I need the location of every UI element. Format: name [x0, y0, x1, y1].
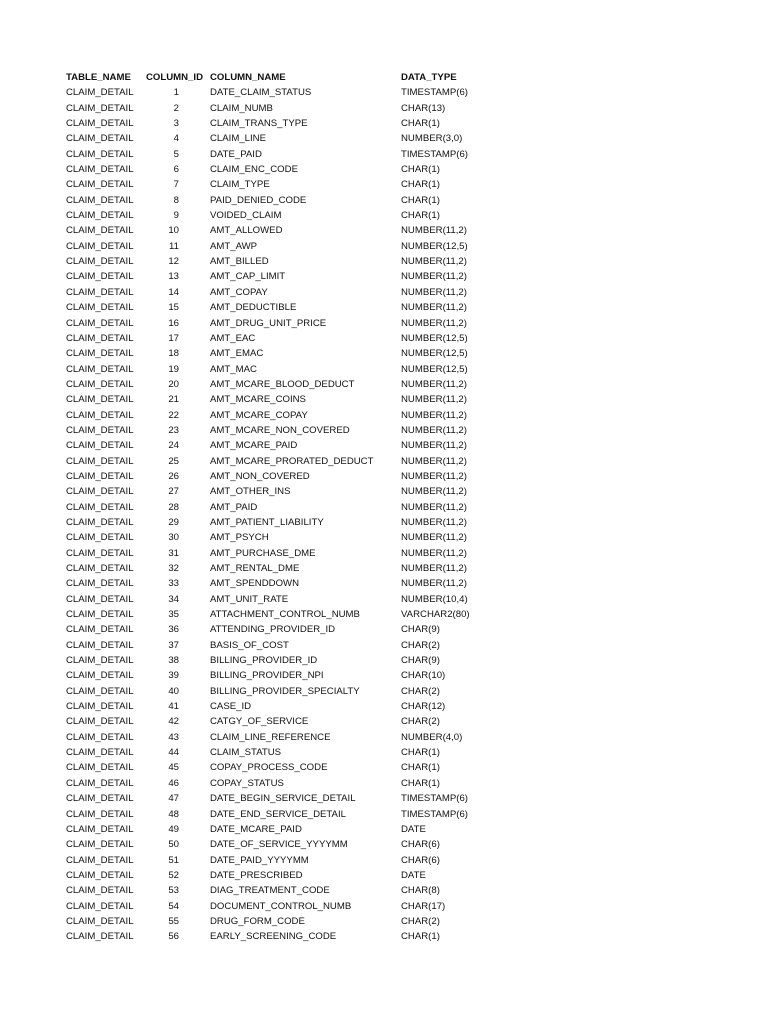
- cell-column-name: DATE_PAID: [210, 148, 262, 160]
- cell-column-name: BILLING_PROVIDER_SPECIALTY: [210, 685, 360, 697]
- cell-table-name: CLAIM_DETAIL: [66, 256, 134, 268]
- cell-table-name: CLAIM_DETAIL: [66, 164, 134, 176]
- cell-column-name: AMT_PAID: [210, 501, 258, 513]
- cell-data-type: NUMBER(12,5): [401, 332, 468, 344]
- cell-table-name: CLAIM_DETAIL: [66, 501, 134, 513]
- cell-data-type: CHAR(1): [401, 777, 440, 789]
- cell-table-name: CLAIM_DETAIL: [66, 486, 134, 498]
- cell-column-name: CLAIM_STATUS: [210, 747, 282, 759]
- cell-column-id: 41: [168, 701, 179, 713]
- cell-data-type: NUMBER(11,2): [401, 271, 467, 283]
- cell-column-id: 21: [168, 394, 179, 406]
- cell-column-id: 51: [168, 854, 179, 866]
- cell-table-name: CLAIM_DETAIL: [66, 179, 134, 191]
- cell-column-name: BILLING_PROVIDER_ID: [210, 655, 318, 667]
- cell-column-name: AMT_NON_COVERED: [210, 470, 310, 482]
- cell-column-name: AMT_SPENDDOWN: [210, 578, 300, 590]
- cell-column-id: 47: [168, 793, 179, 805]
- cell-data-type: NUMBER(11,2): [401, 563, 467, 574]
- cell-column-id: 35: [168, 609, 179, 621]
- cell-table-name: CLAIM_DETAIL: [66, 348, 134, 360]
- cell-table-name: CLAIM_DETAIL: [66, 931, 134, 943]
- cell-data-type: CHAR(1): [401, 931, 440, 943]
- cell-data-type: CHAR(6): [401, 854, 440, 866]
- cell-data-type: NUMBER(11,2): [401, 394, 467, 406]
- cell-column-id: 38: [168, 655, 179, 667]
- cell-data-type: CHAR(1): [401, 194, 440, 206]
- cell-column-name: AMT_MCARE_COINS: [210, 394, 306, 406]
- cell-column-id: 25: [168, 455, 179, 467]
- cell-data-type: NUMBER(11,2): [401, 516, 467, 528]
- cell-data-type: NUMBER(11,2): [401, 409, 467, 421]
- cell-table-name: CLAIM_DETAIL: [66, 133, 134, 145]
- cell-table-name: CLAIM_DETAIL: [66, 409, 134, 421]
- cell-table-name: CLAIM_DETAIL: [66, 839, 134, 851]
- cell-data-type: NUMBER(11,2): [401, 424, 467, 436]
- cell-column-id: 54: [168, 900, 179, 912]
- cell-table-name: CLAIM_DETAIL: [66, 716, 134, 728]
- cell-data-type: CHAR(2): [401, 716, 440, 728]
- cell-table-name: CLAIM_DETAIL: [66, 808, 134, 820]
- cell-column-id: 55: [168, 915, 179, 927]
- cell-table-name: CLAIM_DETAIL: [66, 118, 134, 130]
- cell-column-name: AMT_COPAY: [210, 286, 268, 298]
- cell-data-type: CHAR(9): [401, 655, 440, 667]
- cell-column-id: 29: [168, 516, 179, 528]
- cell-column-name: AMT_OTHER_INS: [210, 486, 291, 498]
- cell-table-name: CLAIM_DETAIL: [66, 762, 134, 774]
- cell-column-name: AMT_PURCHASE_DME: [210, 547, 316, 559]
- cell-column-name: COPAY_PROCESS_CODE: [210, 762, 328, 774]
- cell-table-name: CLAIM_DETAIL: [66, 394, 134, 406]
- cell-column-name: ATTENDING_PROVIDER_ID: [210, 624, 336, 636]
- cell-data-type: NUMBER(10,4): [401, 593, 468, 605]
- cell-data-type: NUMBER(11,2): [401, 547, 467, 559]
- cell-data-type: NUMBER(11,2): [401, 470, 467, 482]
- cell-column-name: DATE_CLAIM_STATUS: [210, 87, 312, 99]
- cell-column-name: AMT_PSYCH: [210, 532, 269, 544]
- cell-column-name: AMT_MCARE_NON_COVERED: [210, 424, 350, 436]
- cell-table-name: CLAIM_DETAIL: [66, 225, 134, 237]
- cell-data-type: CHAR(2): [401, 639, 440, 651]
- cell-table-name: CLAIM_DETAIL: [66, 670, 134, 682]
- cell-column-name: BILLING_PROVIDER_NPI: [210, 670, 324, 682]
- cell-column-id: 24: [168, 440, 179, 452]
- cell-table-name: CLAIM_DETAIL: [66, 532, 134, 544]
- cell-data-type: NUMBER(11,2): [401, 501, 467, 513]
- cell-column-id: 12: [168, 256, 179, 268]
- cell-column-name: EARLY_SCREENING_CODE: [210, 931, 337, 943]
- cell-column-id: 39: [168, 670, 179, 682]
- cell-column-id: 7: [173, 179, 179, 191]
- cell-table-name: CLAIM_DETAIL: [66, 885, 134, 897]
- cell-table-name: CLAIM_DETAIL: [66, 102, 134, 114]
- cell-column-name: CLAIM_NUMB: [210, 102, 273, 114]
- cell-column-name: CATGY_OF_SERVICE: [210, 716, 309, 728]
- cell-table-name: CLAIM_DETAIL: [66, 578, 134, 590]
- cell-data-type: CHAR(12): [401, 701, 446, 713]
- cell-data-type: CHAR(2): [401, 685, 440, 697]
- header-column-id: COLUMN_ID: [146, 72, 204, 83]
- cell-table-name: CLAIM_DETAIL: [66, 793, 134, 805]
- cell-table-name: CLAIM_DETAIL: [66, 639, 134, 651]
- cell-table-name: CLAIM_DETAIL: [66, 210, 134, 222]
- cell-column-name: DATE_MCARE_PAID: [210, 823, 302, 835]
- cell-column-id: 32: [168, 563, 179, 574]
- cell-column-id: 46: [168, 777, 179, 789]
- cell-column-id: 19: [168, 363, 179, 375]
- cell-column-name: DATE_BEGIN_SERVICE_DETAIL: [210, 793, 356, 805]
- cell-data-type: CHAR(1): [401, 747, 440, 759]
- cell-column-id: 8: [173, 194, 179, 206]
- cell-column-name: ATTACHMENT_CONTROL_NUMB: [210, 609, 360, 621]
- cell-column-name: AMT_MCARE_PAID: [210, 440, 298, 452]
- cell-column-name: AMT_EAC: [210, 332, 256, 344]
- cell-column-id: 6: [173, 164, 179, 176]
- cell-column-name: AMT_MAC: [210, 363, 257, 375]
- cell-column-id: 49: [168, 823, 179, 835]
- cell-column-id: 18: [168, 348, 179, 360]
- header-table-name: TABLE_NAME: [66, 72, 131, 83]
- cell-column-id: 14: [168, 286, 179, 298]
- cell-data-type: CHAR(1): [401, 118, 440, 130]
- cell-column-id: 45: [168, 762, 179, 774]
- cell-data-type: TIMESTAMP(6): [401, 148, 468, 160]
- cell-table-name: CLAIM_DETAIL: [66, 148, 134, 160]
- cell-data-type: NUMBER(11,2): [401, 455, 467, 467]
- cell-table-name: CLAIM_DETAIL: [66, 286, 134, 298]
- cell-table-name: CLAIM_DETAIL: [66, 240, 134, 252]
- cell-data-type: NUMBER(11,2): [401, 286, 467, 298]
- cell-column-id: 50: [168, 839, 179, 851]
- cell-data-type: CHAR(17): [401, 900, 446, 912]
- cell-column-name: VOIDED_CLAIM: [210, 210, 282, 222]
- cell-column-id: 34: [168, 593, 179, 605]
- cell-column-id: 44: [168, 747, 179, 759]
- cell-column-id: 52: [168, 869, 179, 881]
- cell-column-name: CASE_ID: [210, 701, 252, 713]
- cell-data-type: NUMBER(12,5): [401, 363, 468, 375]
- cell-column-name: AMT_AWP: [210, 240, 258, 252]
- cell-table-name: CLAIM_DETAIL: [66, 701, 134, 713]
- cell-data-type: NUMBER(11,2): [401, 378, 467, 390]
- cell-data-type: CHAR(13): [401, 102, 446, 114]
- cell-column-id: 27: [168, 486, 179, 498]
- cell-data-type: VARCHAR2(80): [401, 609, 470, 621]
- cell-table-name: CLAIM_DETAIL: [66, 424, 134, 436]
- cell-table-name: CLAIM_DETAIL: [66, 302, 134, 314]
- cell-table-name: CLAIM_DETAIL: [66, 332, 134, 344]
- cell-data-type: NUMBER(11,2): [401, 256, 467, 268]
- cell-data-type: TIMESTAMP(6): [401, 87, 468, 99]
- cell-column-id: 2: [173, 102, 179, 114]
- cell-column-id: 33: [168, 578, 179, 590]
- cell-column-id: 48: [168, 808, 179, 820]
- cell-column-id: 53: [168, 885, 179, 897]
- cell-table-name: CLAIM_DETAIL: [66, 563, 134, 574]
- cell-data-type: NUMBER(11,2): [401, 440, 467, 452]
- cell-column-name: DATE_PAID_YYYYMM: [210, 854, 309, 866]
- cell-table-name: CLAIM_DETAIL: [66, 363, 134, 375]
- cell-data-type: NUMBER(4,0): [401, 731, 463, 743]
- cell-table-name: CLAIM_DETAIL: [66, 854, 134, 866]
- cell-table-name: CLAIM_DETAIL: [66, 609, 134, 621]
- cell-data-type: CHAR(1): [401, 164, 440, 176]
- cell-table-name: CLAIM_DETAIL: [66, 547, 134, 559]
- cell-column-name: DIAG_TREATMENT_CODE: [210, 885, 330, 897]
- cell-column-name: CLAIM_TYPE: [210, 179, 270, 191]
- cell-table-name: CLAIM_DETAIL: [66, 87, 134, 99]
- cell-table-name: CLAIM_DETAIL: [66, 823, 134, 835]
- cell-column-id: 40: [168, 685, 179, 697]
- cell-column-id: 15: [168, 302, 179, 314]
- cell-column-id: 42: [168, 716, 179, 728]
- cell-column-id: 37: [168, 639, 179, 651]
- cell-column-name: AMT_RENTAL_DME: [210, 563, 300, 574]
- cell-table-name: CLAIM_DETAIL: [66, 900, 134, 912]
- cell-table-name: CLAIM_DETAIL: [66, 915, 134, 927]
- cell-data-type: NUMBER(12,5): [401, 348, 468, 360]
- cell-data-type: CHAR(9): [401, 624, 440, 636]
- cell-table-name: CLAIM_DETAIL: [66, 731, 134, 743]
- cell-data-type: CHAR(10): [401, 670, 446, 682]
- cell-column-id: 4: [173, 133, 179, 145]
- cell-data-type: CHAR(1): [401, 179, 440, 191]
- cell-column-name: CLAIM_ENC_CODE: [210, 164, 298, 176]
- cell-column-id: 9: [173, 210, 179, 222]
- cell-data-type: CHAR(1): [401, 210, 440, 222]
- cell-column-id: 43: [168, 731, 179, 743]
- cell-column-name: COPAY_STATUS: [210, 777, 284, 789]
- cell-column-name: DRUG_FORM_CODE: [210, 915, 305, 927]
- cell-column-id: 20: [168, 378, 179, 390]
- cell-column-id: 11: [169, 240, 179, 252]
- cell-data-type: DATE: [401, 823, 426, 835]
- cell-data-type: NUMBER(11,2): [401, 486, 467, 498]
- cell-table-name: CLAIM_DETAIL: [66, 593, 134, 605]
- cell-data-type: NUMBER(11,2): [401, 317, 467, 329]
- cell-data-type: CHAR(2): [401, 915, 440, 927]
- cell-table-name: CLAIM_DETAIL: [66, 685, 134, 697]
- cell-table-name: CLAIM_DETAIL: [66, 470, 134, 482]
- cell-column-name: AMT_ALLOWED: [210, 225, 283, 237]
- cell-data-type: CHAR(1): [401, 762, 440, 774]
- cell-column-id: 10: [168, 225, 179, 237]
- cell-data-type: CHAR(6): [401, 839, 440, 851]
- header-data-type: DATA_TYPE: [401, 72, 457, 83]
- cell-column-id: 13: [168, 271, 179, 283]
- cell-table-name: CLAIM_DETAIL: [66, 777, 134, 789]
- cell-column-name: DOCUMENT_CONTROL_NUMB: [210, 900, 352, 912]
- cell-column-id: 28: [168, 501, 179, 513]
- cell-column-id: 23: [168, 424, 179, 436]
- cell-column-name: DATE_PRESCRIBED: [210, 869, 303, 881]
- cell-column-id: 22: [168, 409, 179, 421]
- cell-column-id: 26: [168, 470, 179, 482]
- cell-column-name: AMT_MCARE_PRORATED_DEDUCT: [210, 455, 374, 467]
- cell-column-name: CLAIM_LINE: [210, 133, 266, 145]
- cell-table-name: CLAIM_DETAIL: [66, 655, 134, 667]
- cell-column-name: PAID_DENIED_CODE: [210, 194, 307, 206]
- cell-table-name: CLAIM_DETAIL: [66, 455, 134, 467]
- cell-column-name: AMT_MCARE_BLOOD_DEDUCT: [210, 378, 355, 390]
- cell-table-name: CLAIM_DETAIL: [66, 440, 134, 452]
- cell-column-id: 31: [168, 547, 179, 559]
- cell-column-name: AMT_PATIENT_LIABILITY: [210, 516, 324, 528]
- cell-data-type: DATE: [401, 869, 426, 881]
- cell-table-name: CLAIM_DETAIL: [66, 378, 134, 390]
- cell-column-name: DATE_OF_SERVICE_YYYYMM: [210, 839, 348, 851]
- cell-data-type: NUMBER(11,2): [401, 578, 467, 590]
- cell-column-id: 36: [168, 624, 179, 636]
- cell-column-id: 3: [173, 118, 179, 130]
- cell-column-id: 30: [168, 532, 179, 544]
- cell-table-name: CLAIM_DETAIL: [66, 869, 134, 881]
- cell-data-type: NUMBER(11,2): [401, 302, 467, 314]
- cell-column-name: DATE_END_SERVICE_DETAIL: [210, 808, 346, 820]
- cell-data-type: NUMBER(12,5): [401, 240, 468, 252]
- cell-data-type: TIMESTAMP(6): [401, 793, 468, 805]
- cell-column-name: AMT_BILLED: [210, 256, 269, 268]
- cell-column-name: AMT_DEDUCTIBLE: [210, 302, 297, 314]
- cell-table-name: CLAIM_DETAIL: [66, 317, 134, 329]
- cell-column-name: CLAIM_LINE_REFERENCE: [210, 731, 331, 743]
- cell-column-name: AMT_CAP_LIMIT: [210, 271, 286, 283]
- cell-column-id: 17: [168, 332, 179, 344]
- cell-table-name: CLAIM_DETAIL: [66, 271, 134, 283]
- cell-column-name: AMT_DRUG_UNIT_PRICE: [210, 317, 327, 329]
- cell-data-type: NUMBER(11,2): [401, 225, 467, 237]
- cell-data-type: NUMBER(3,0): [401, 133, 463, 145]
- cell-column-name: CLAIM_TRANS_TYPE: [210, 118, 308, 130]
- cell-data-type: CHAR(8): [401, 885, 440, 897]
- cell-column-id: 56: [168, 931, 179, 943]
- cell-data-type: TIMESTAMP(6): [401, 808, 468, 820]
- cell-column-name: AMT_UNIT_RATE: [210, 593, 289, 605]
- header-column-name: COLUMN_NAME: [210, 72, 286, 83]
- cell-table-name: CLAIM_DETAIL: [66, 747, 134, 759]
- cell-column-id: 16: [168, 317, 179, 329]
- cell-column-id: 5: [173, 148, 179, 160]
- cell-column-name: BASIS_OF_COST: [210, 639, 289, 651]
- cell-column-id: 1: [173, 87, 179, 99]
- cell-column-name: AMT_EMAC: [210, 348, 264, 360]
- cell-column-name: AMT_MCARE_COPAY: [210, 409, 308, 421]
- cell-table-name: CLAIM_DETAIL: [66, 624, 134, 636]
- cell-data-type: NUMBER(11,2): [401, 532, 467, 544]
- cell-table-name: CLAIM_DETAIL: [66, 516, 134, 528]
- cell-table-name: CLAIM_DETAIL: [66, 194, 134, 206]
